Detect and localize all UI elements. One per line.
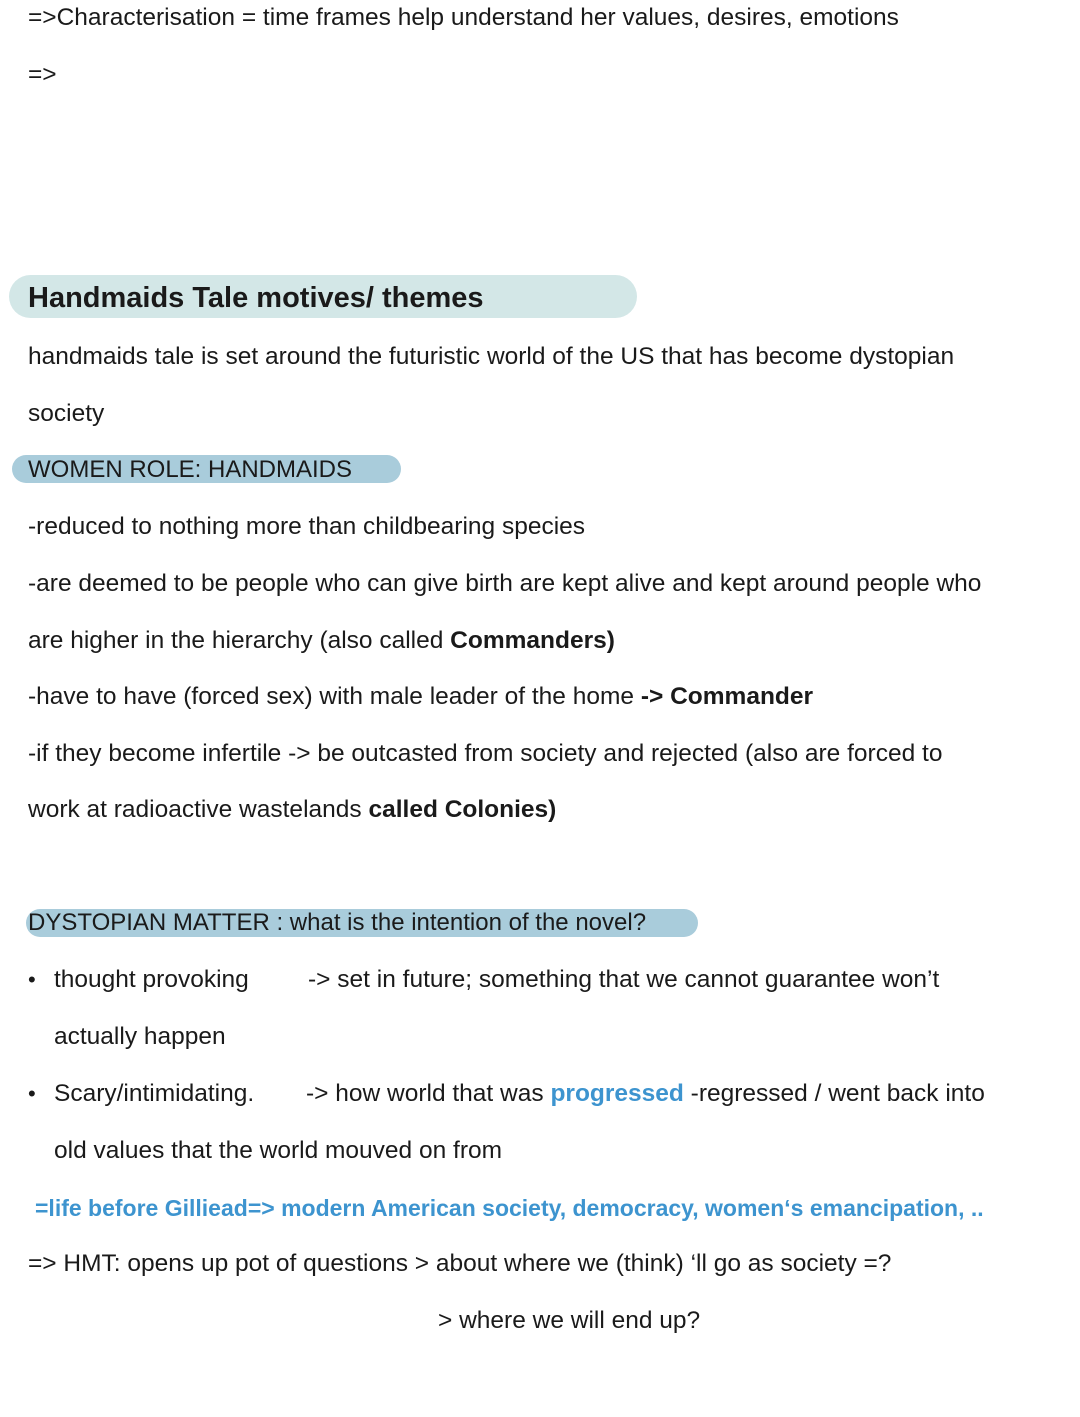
bullet-1-term: thought provoking bbox=[54, 966, 249, 993]
bullet-2-highlight-word: progressed bbox=[550, 1080, 684, 1107]
bullet-2-pre: -> how world that was bbox=[306, 1080, 551, 1107]
bullet-2-continuation: old values that the world mouved on from bbox=[54, 1137, 503, 1164]
women-role-point-4b bbox=[28, 795, 556, 825]
women-role-point-3 bbox=[28, 682, 813, 712]
point-4b-bold: called Colonies) bbox=[368, 796, 557, 823]
point-2b-bold: Commanders) bbox=[450, 627, 615, 654]
point-3-bold: -> Commander bbox=[640, 683, 814, 710]
bullet-1-continuation: actually happen bbox=[54, 1023, 226, 1050]
bullet-2-text bbox=[306, 1079, 985, 1109]
women-role-point-4a: -if they become infertile -> be outcasted from society and rejected (also are forced to bbox=[28, 740, 943, 767]
point-3-text: -have to have (forced sex) with male leader of the home bbox=[28, 683, 641, 710]
section-desc-line-2: society bbox=[28, 400, 105, 427]
intro-line-1: =>Characterisation = time frames help understand her values, desires, emotions bbox=[28, 4, 899, 31]
dystopian-label: DYSTOPIAN MATTER : what is the intention of the novel? bbox=[28, 909, 647, 936]
women-role-point-1: -reduced to nothing more than childbearing species bbox=[28, 513, 586, 540]
bullet-dot-2: • bbox=[28, 1081, 36, 1106]
conclusion-line-1: => HMT: opens up pot of questions > about where we (think) ‘ll go as society =? bbox=[28, 1250, 892, 1277]
women-role-point-2b bbox=[28, 626, 615, 656]
highlight-line: =life before Gilliead=> modern American society, democracy, women‘s emancipation, .. bbox=[35, 1195, 984, 1221]
point-4b-text: work at radioactive wastelands bbox=[28, 796, 369, 823]
intro-line-2: => bbox=[28, 61, 57, 88]
bullet-dot-1: • bbox=[28, 967, 36, 992]
bullet-1-text: -> set in future; something that we cannot guarantee won’t bbox=[308, 966, 940, 993]
bullet-2-post: -regressed / went back into bbox=[683, 1080, 985, 1107]
section-title: Handmaids Tale motives/ themes bbox=[28, 282, 484, 314]
conclusion-line-2: > where we will end up? bbox=[438, 1307, 701, 1334]
point-2b-text: are higher in the hierarchy (also called bbox=[28, 627, 451, 654]
section-desc-line-1: handmaids tale is set around the futuristic world of the US that has become dystopian bbox=[28, 343, 955, 370]
women-role-point-2a: -are deemed to be people who can give birth are kept alive and kept around people who bbox=[28, 570, 982, 597]
women-role-label: WOMEN ROLE: HANDMAIDS bbox=[28, 456, 353, 483]
bullet-2-term: Scary/intimidating. bbox=[54, 1080, 255, 1107]
